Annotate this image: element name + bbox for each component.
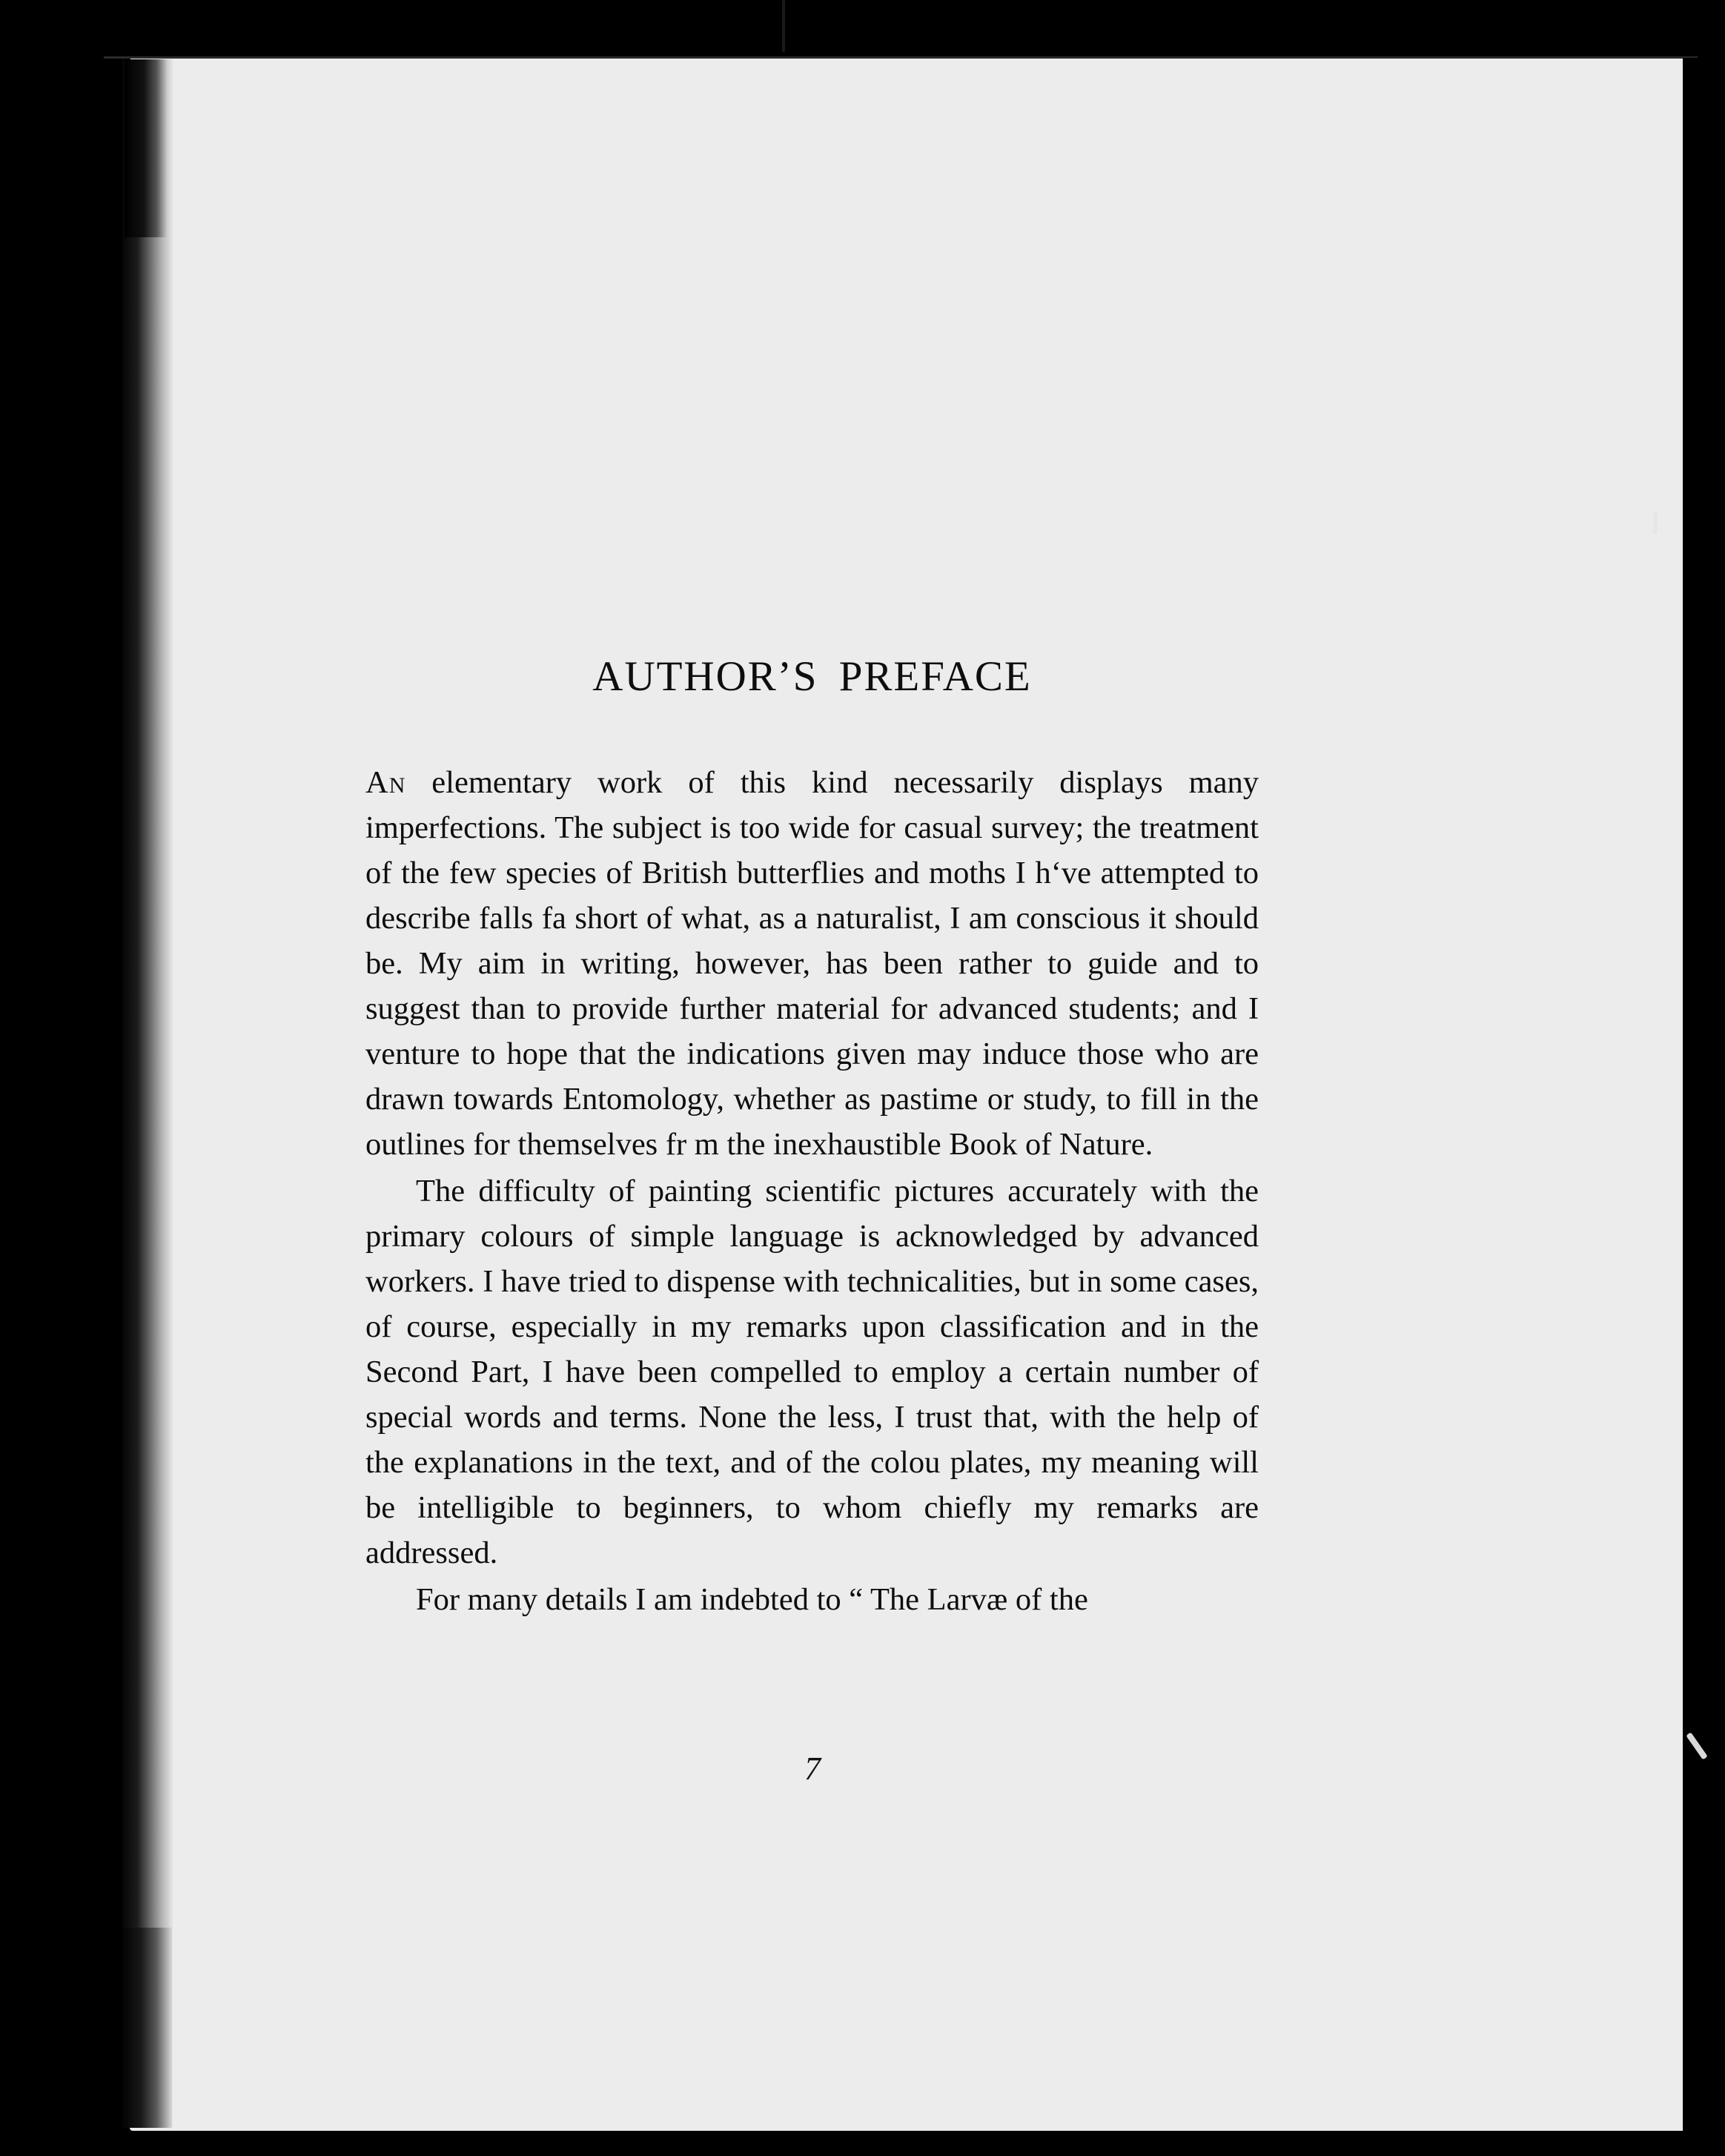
- book-spine-shadow: [122, 59, 173, 2128]
- preface-text-block: [365, 652, 1259, 1622]
- book-spine-shadow-bottom: [120, 1928, 172, 2128]
- scan-top-border: [104, 0, 1725, 58]
- paragraph-2: The difficulty of painting scientific pictures accurately with the primary colours of simple language is acknowledged by advanced workers. I have tried to dispense with technicalities, but in some cases, of course, especially in my remarks upon classification and in the Second Part, I have been compelled to employ a certain number of special words and terms. None the less, I trust that, with the help of the explanations in the text, and of the colou plates, my meaning will be intelligible to beginners, to whom chiefly my remarks are addressed.: [365, 1174, 1259, 1570]
- page-title: AUTHOR’S PREFACE: [592, 653, 1032, 700]
- paragraph-1-initial-word: An: [365, 765, 406, 800]
- page-number: 7: [804, 1750, 821, 1787]
- paragraph-3: For many details I am indebted to “ The Larvæ of the: [416, 1582, 1088, 1617]
- scan-artifact: [782, 0, 785, 52]
- paragraph-1: [365, 760, 1259, 1167]
- page-top-edge: [104, 56, 1698, 59]
- paragraph-1-text: elementary work of this kind necessarily displays many imperfections. The subject is too wide for casual survey; the treatment of the few species of British butterflies and moths I hʻve attempted to describe falls fa short of what, as a naturalist, I am conscious it should be. My aim in writing, however, has been rather to guide and to suggest than to provide further material for advanced students; and I venture to hope that the indications given may induce those who are drawn towards Entomology, whether as pastime or study, to fill in the outlines for themselves fr m the inexhaustible Book of Nature.: [365, 765, 1259, 1162]
- scan-artifact: [1653, 512, 1658, 534]
- scan-right-border: [1683, 58, 1725, 2131]
- book-spine-shadow-top: [125, 59, 168, 237]
